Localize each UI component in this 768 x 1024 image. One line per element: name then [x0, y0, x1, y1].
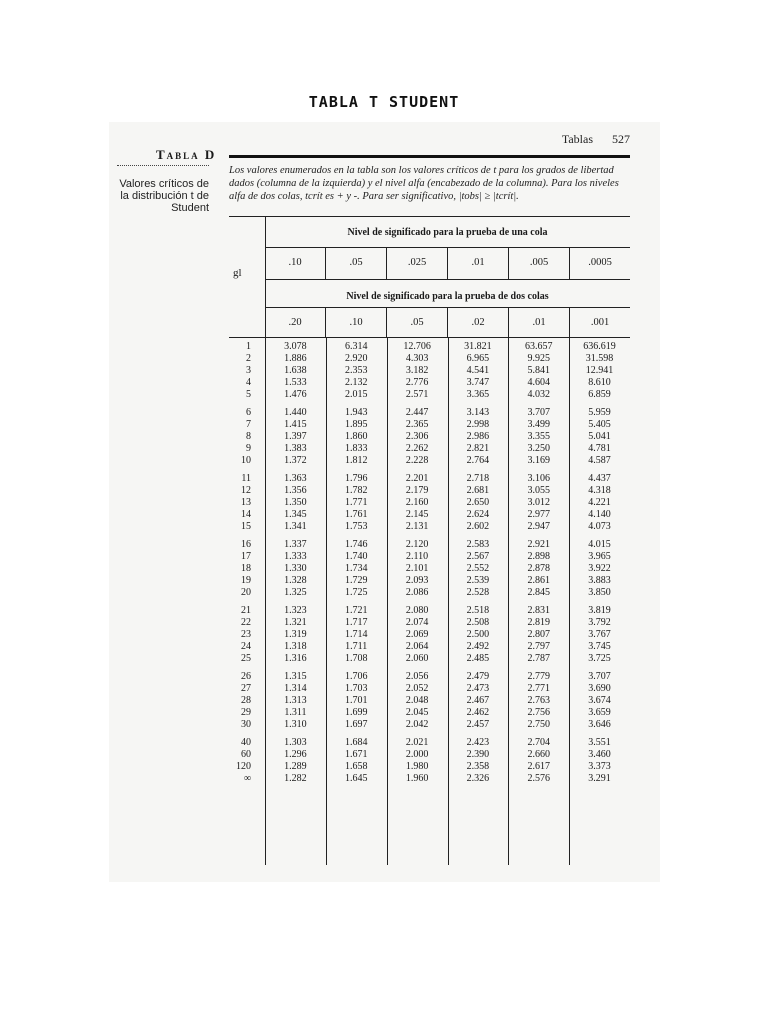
- value-cell: 6.859: [588, 389, 611, 400]
- gl-header: gl: [233, 267, 242, 279]
- value-cell: 2.485: [466, 653, 490, 664]
- value-cell: 3.646: [588, 719, 611, 730]
- value-cell: 2.763: [527, 695, 550, 706]
- value-cell: 2.660: [527, 749, 550, 760]
- value-cell: 1.714: [344, 629, 368, 640]
- value-cell: 3.725: [588, 653, 611, 664]
- one-tail-alpha-2: .025: [387, 247, 448, 279]
- gl-cell: 9: [246, 443, 251, 454]
- value-cell: 1.356: [284, 485, 307, 496]
- value-cell: 2.921: [527, 539, 550, 550]
- gl-cell: 1: [246, 341, 251, 352]
- value-cell: 2.539: [466, 575, 490, 586]
- gl-cell: 6: [246, 407, 251, 418]
- scanned-table-page: [109, 122, 660, 882]
- value-cell: 2.467: [466, 695, 490, 706]
- value-cell: 2.093: [405, 575, 429, 586]
- value-cell: 3.012: [527, 497, 550, 508]
- value-cell: 3.659: [588, 707, 611, 718]
- value-cell: 2.080: [405, 605, 429, 616]
- gl-cell: 10: [241, 455, 251, 466]
- value-cell: 3.819: [588, 605, 611, 616]
- value-cell: 1.761: [344, 509, 368, 520]
- value-cell: 3.106: [527, 473, 550, 484]
- gl-cell: 24: [241, 641, 251, 652]
- value-cell: 2.776: [405, 377, 429, 388]
- dotted-divider: [117, 165, 209, 166]
- value-cell: 1.476: [284, 389, 307, 400]
- value-cell: 1.782: [344, 485, 368, 496]
- value-cell: 2.977: [527, 509, 550, 520]
- two-tail-alpha-0: .20: [265, 307, 326, 337]
- two-tail-alpha-row: [265, 307, 630, 337]
- value-cell: 1.671: [344, 749, 368, 760]
- value-cell: 2.602: [466, 521, 490, 532]
- value-cell: 1.323: [284, 605, 307, 616]
- value-cell: 1.333: [284, 551, 307, 562]
- value-cell: 2.624: [466, 509, 490, 520]
- value-cell: 1.638: [284, 365, 307, 376]
- gl-cell: 27: [241, 683, 251, 694]
- value-cell: 1.658: [344, 761, 368, 772]
- value-cell: 2.326: [466, 773, 490, 784]
- value-cell: 1.345: [284, 509, 307, 520]
- value-cell: 2.998: [466, 419, 490, 430]
- value-cell: 2.086: [405, 587, 429, 598]
- page-title: TABLA T STUDENT: [308, 93, 460, 111]
- value-cell: 1.740: [344, 551, 368, 562]
- value-cell: 1.708: [344, 653, 368, 664]
- value-cell: 6.314: [344, 341, 368, 352]
- value-cell: 1.721: [344, 605, 368, 616]
- section-name: Tablas: [561, 132, 593, 146]
- value-cell: 3.078: [284, 341, 307, 352]
- value-cell: 2.473: [466, 683, 490, 694]
- value-cell: 2.518: [466, 605, 490, 616]
- value-cell: 4.587: [588, 455, 611, 466]
- value-cell: 4.015: [588, 539, 611, 550]
- value-cell: 3.792: [588, 617, 611, 628]
- value-cell: 1.860: [344, 431, 368, 442]
- value-cell: 1.337: [284, 539, 307, 550]
- column-divider: [508, 337, 509, 865]
- value-cell: 2.179: [405, 485, 429, 496]
- value-cell: 3.707: [588, 671, 611, 682]
- value-cell: 2.819: [527, 617, 550, 628]
- value-cell: 2.831: [527, 605, 550, 616]
- value-cell: 63.657: [524, 341, 553, 352]
- value-cell: 1.711: [345, 641, 368, 652]
- table-label: Tabla D: [156, 147, 217, 162]
- value-cell: 2.508: [466, 617, 490, 628]
- value-cell: 1.645: [344, 773, 368, 784]
- value-cell: 1.703: [344, 683, 368, 694]
- gl-cell: 22: [241, 617, 251, 628]
- value-cell: 2.750: [527, 719, 550, 730]
- value-cell: 2.110: [406, 551, 429, 562]
- value-cell: 2.898: [527, 551, 550, 562]
- value-cell: 1.699: [344, 707, 368, 718]
- value-cell: 3.922: [588, 563, 611, 574]
- value-cell: 2.060: [405, 653, 429, 664]
- value-cell: 1.372: [284, 455, 307, 466]
- value-cell: 2.447: [405, 407, 429, 418]
- value-cell: 1.533: [284, 377, 307, 388]
- value-cell: 2.492: [466, 641, 490, 652]
- value-cell: 2.056: [405, 671, 429, 682]
- gl-cell: 15: [241, 521, 251, 532]
- value-cell: 4.140: [588, 509, 611, 520]
- value-cell: 3.965: [588, 551, 611, 562]
- gl-cell: 21: [241, 605, 251, 616]
- table-caption: Valores críticos de la distribución t de Student: [119, 178, 209, 214]
- value-cell: 3.551: [588, 737, 611, 748]
- running-header: [562, 132, 630, 147]
- value-cell: 2.021: [405, 737, 429, 748]
- value-cell: 2.132: [344, 377, 368, 388]
- value-cell: 1.833: [344, 443, 368, 454]
- value-cell: 2.145: [405, 509, 429, 520]
- value-cell: 2.567: [466, 551, 490, 562]
- value-cell: 1.303: [284, 737, 307, 748]
- value-cell: 12.941: [585, 365, 614, 376]
- value-cell: 3.767: [588, 629, 611, 640]
- value-cell: 2.500: [466, 629, 490, 640]
- gl-cell: 7: [246, 419, 251, 430]
- value-cell: 3.747: [466, 377, 490, 388]
- one-tail-alpha-row: [265, 247, 630, 279]
- one-tail-alpha-3: .01: [448, 247, 509, 279]
- value-cell: 3.745: [588, 641, 611, 652]
- value-cell: 5.841: [527, 365, 550, 376]
- value-cell: 1.415: [284, 419, 307, 430]
- value-cell: 12.706: [403, 341, 431, 352]
- value-cell: 4.303: [405, 353, 429, 364]
- value-cell: 3.690: [588, 683, 611, 694]
- value-cell: 2.878: [527, 563, 550, 574]
- gl-cell: 17: [241, 551, 251, 562]
- value-cell: 1.350: [284, 497, 307, 508]
- value-cell: 1.812: [344, 455, 368, 466]
- value-cell: 2.074: [405, 617, 429, 628]
- gl-cell: 12: [241, 485, 251, 496]
- value-cell: 2.262: [405, 443, 429, 454]
- gl-cell: 18: [241, 563, 251, 574]
- gl-cell: 20: [241, 587, 251, 598]
- gl-cell: 28: [241, 695, 251, 706]
- value-cell: 1.771: [344, 497, 368, 508]
- value-cell: 1.319: [284, 629, 307, 640]
- value-cell: 2.771: [527, 683, 550, 694]
- value-cell: 1.325: [284, 587, 307, 598]
- value-cell: 1.895: [344, 419, 368, 430]
- value-cell: 2.228: [405, 455, 429, 466]
- value-cell: 2.048: [405, 695, 429, 706]
- value-cell: 1.318: [284, 641, 307, 652]
- gl-cell: 8: [246, 431, 251, 442]
- value-cell: 2.365: [405, 419, 429, 430]
- value-cell: 4.318: [588, 485, 611, 496]
- two-tail-alpha-2: .05: [387, 307, 448, 337]
- value-cell: 1.282: [284, 773, 307, 784]
- one-tail-alpha-1: .05: [326, 247, 387, 279]
- value-cell: 5.405: [588, 419, 611, 430]
- value-cell: 2.986: [466, 431, 490, 442]
- value-cell: 5.959: [588, 407, 611, 418]
- value-cell: 2.845: [527, 587, 550, 598]
- value-cell: 1.383: [284, 443, 307, 454]
- value-cell: 2.045: [405, 707, 429, 718]
- value-cell: 2.779: [527, 671, 550, 682]
- two-tail-header: Nivel de significado para la prueba de dos colas: [346, 291, 549, 302]
- value-cell: 2.042: [405, 719, 429, 730]
- value-cell: 4.221: [588, 497, 611, 508]
- value-cell: 1.328: [284, 575, 307, 586]
- one-tail-header: Nivel de significado para la prueba de una cola: [347, 227, 548, 238]
- page-number: 527: [612, 132, 630, 146]
- gl-cell: 60: [241, 749, 251, 760]
- value-cell: 2.571: [405, 389, 429, 400]
- value-cell: 1.701: [344, 695, 368, 706]
- value-cell: 2.807: [527, 629, 550, 640]
- value-cell: 4.032: [527, 389, 550, 400]
- gl-cell: 2: [246, 353, 251, 364]
- value-cell: 3.373: [588, 761, 611, 772]
- value-cell: 3.707: [527, 407, 550, 418]
- value-cell: 3.674: [588, 695, 611, 706]
- value-cell: 2.201: [405, 473, 429, 484]
- value-cell: 1.746: [344, 539, 368, 550]
- value-cell: 1.753: [344, 521, 368, 532]
- value-cell: 2.306: [405, 431, 429, 442]
- value-cell: 2.120: [405, 539, 429, 550]
- value-cell: 1.697: [344, 719, 368, 730]
- value-cell: 2.423: [466, 737, 490, 748]
- value-cell: 3.355: [527, 431, 550, 442]
- value-cell: 2.069: [405, 629, 429, 640]
- value-cell: 2.131: [405, 521, 429, 532]
- value-cell: 2.390: [466, 749, 490, 760]
- value-cell: 1.706: [344, 671, 368, 682]
- value-cell: 1.886: [284, 353, 307, 364]
- value-cell: 1.717: [344, 617, 368, 628]
- value-cell: 3.365: [466, 389, 490, 400]
- gl-cell: 16: [241, 539, 251, 550]
- gl-cell: 13: [241, 497, 251, 508]
- one-tail-alpha-4: .005: [509, 247, 570, 279]
- value-cell: 1.943: [344, 407, 368, 418]
- value-cell: 2.920: [344, 353, 368, 364]
- value-cell: 2.528: [466, 587, 490, 598]
- gl-cell: 14: [241, 509, 251, 520]
- value-cell: 2.064: [405, 641, 429, 652]
- value-cell: 6.965: [466, 353, 490, 364]
- value-cell: 2.101: [405, 563, 429, 574]
- value-cell: 1.397: [284, 431, 307, 442]
- value-cell: 3.143: [466, 407, 490, 418]
- value-cell: 4.604: [527, 377, 550, 388]
- value-cell: 1.684: [344, 737, 368, 748]
- gl-cell: ∞: [243, 773, 251, 784]
- value-cell: 4.781: [588, 443, 611, 454]
- value-cell: 1.734: [344, 563, 368, 574]
- gl-cell: 3: [246, 365, 251, 376]
- value-cell: 1.725: [344, 587, 368, 598]
- value-cell: 3.055: [527, 485, 550, 496]
- value-cell: 1.310: [284, 719, 307, 730]
- value-cell: 1.311: [284, 707, 307, 718]
- value-cell: 2.718: [466, 473, 490, 484]
- value-cell: 2.861: [527, 575, 550, 586]
- value-cell: 1.440: [284, 407, 307, 418]
- value-cell: 1.363: [284, 473, 307, 484]
- value-cell: 2.756: [527, 707, 550, 718]
- value-cell: 2.764: [466, 455, 490, 466]
- value-cell: 1.960: [405, 773, 429, 784]
- value-cell: 3.850: [588, 587, 611, 598]
- value-cell: 2.583: [466, 539, 490, 550]
- value-cell: 8.610: [588, 377, 611, 388]
- value-cell: 3.182: [405, 365, 429, 376]
- value-cell: 1.321: [284, 617, 307, 628]
- value-cell: 3.250: [527, 443, 550, 454]
- value-cell: 1.316: [284, 653, 307, 664]
- value-cell: 2.353: [344, 365, 368, 376]
- value-cell: 5.041: [588, 431, 611, 442]
- rule: [265, 279, 630, 280]
- value-cell: 2.947: [527, 521, 550, 532]
- value-cell: 2.552: [466, 563, 490, 574]
- value-cell: 9.925: [527, 353, 550, 364]
- value-cell: 1.313: [284, 695, 307, 706]
- critical-values-table: [229, 216, 630, 865]
- value-cell: 2.462: [466, 707, 490, 718]
- two-tail-alpha-5: .001: [590, 317, 610, 328]
- value-cell: 1.796: [344, 473, 368, 484]
- table-description: Los valores enumerados en la tabla son los valores críticos de t para los grados de libertad dados (columna de la izquierda) y el nivel alfa (encabezado de la columna). Para los niveles alfa de dos colas, tcrít es + y -. Para ser significativo, |tobs| ≥ |tcrít|.: [229, 165, 619, 202]
- value-cell: 2.457: [466, 719, 490, 730]
- value-cell: 1.729: [344, 575, 368, 586]
- value-cell: 4.437: [588, 473, 611, 484]
- value-cell: 2.650: [466, 497, 490, 508]
- value-cell: 4.073: [588, 521, 611, 532]
- gl-cell: 26: [241, 671, 251, 682]
- value-cell: 2.821: [466, 443, 490, 454]
- gl-cell: 4: [246, 377, 251, 388]
- value-cell: 2.358: [466, 761, 490, 772]
- column-divider: [448, 337, 449, 865]
- value-cell: 2.787: [527, 653, 550, 664]
- top-rule: [229, 155, 630, 158]
- value-cell: 2.479: [466, 671, 490, 682]
- gl-cell: 30: [241, 719, 251, 730]
- value-cell: 2.617: [527, 761, 550, 772]
- value-cell: 2.000: [405, 749, 429, 760]
- column-divider: [569, 337, 570, 865]
- value-cell: 3.169: [527, 455, 550, 466]
- gl-cell: 23: [241, 629, 251, 640]
- value-cell: 2.160: [405, 497, 429, 508]
- value-cell: 1.315: [284, 671, 307, 682]
- value-cell: 1.296: [284, 749, 307, 760]
- value-cell: 2.797: [527, 641, 550, 652]
- gl-cell: 25: [241, 653, 251, 664]
- gl-cell: 40: [241, 737, 251, 748]
- value-cell: 2.576: [527, 773, 550, 784]
- gl-cell: 29: [241, 707, 251, 718]
- value-cell: 3.499: [527, 419, 550, 430]
- one-tail-alpha-0: .10: [265, 247, 326, 279]
- value-cell: 2.015: [344, 389, 368, 400]
- value-cell: 3.460: [588, 749, 611, 760]
- value-cell: 1.980: [405, 761, 429, 772]
- value-cell: 1.314: [284, 683, 307, 694]
- value-cell: 1.330: [284, 563, 307, 574]
- value-cell: 31.598: [585, 353, 614, 364]
- value-cell: 31.821: [464, 341, 492, 352]
- gl-cell: 11: [241, 473, 251, 484]
- value-cell: 4.541: [466, 365, 490, 376]
- two-tail-alpha-4: .01: [509, 307, 570, 337]
- value-cell: 1.289: [284, 761, 307, 772]
- gl-cell: 5: [246, 389, 251, 400]
- two-tail-alpha-3: .02: [448, 307, 509, 337]
- column-divider: [326, 337, 327, 865]
- value-cell: 2.704: [527, 737, 550, 748]
- value-cell: 2.681: [466, 485, 490, 496]
- gl-cell: 120: [236, 761, 251, 772]
- value-cell: 2.052: [405, 683, 429, 694]
- column-divider: [387, 337, 388, 865]
- one-tail-alpha-5: .0005: [588, 257, 612, 268]
- value-cell: 636.619: [583, 341, 616, 352]
- value-cell: 3.883: [588, 575, 611, 586]
- two-tail-alpha-1: .10: [326, 307, 387, 337]
- value-cell: 1.341: [284, 521, 307, 532]
- gl-cell: 19: [241, 575, 251, 586]
- value-cell: 3.291: [588, 773, 611, 784]
